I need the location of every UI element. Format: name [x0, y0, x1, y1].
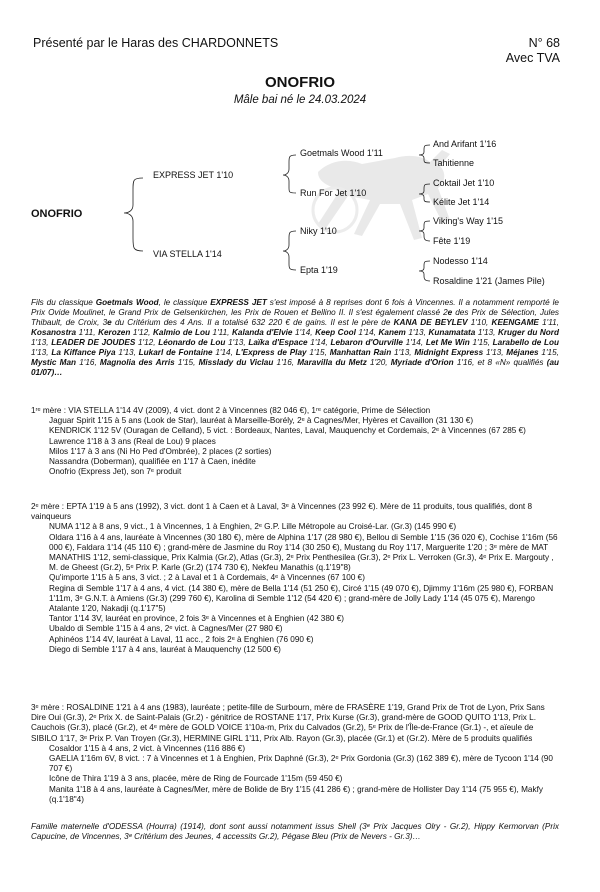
intro-text: 1'13, [225, 338, 249, 347]
highlighted-name: EXPRESS JET [210, 298, 267, 307]
intro-text: du Critérium des 4 Ans. Il a totalisé 632 220 € de gains. Il est le père de [111, 318, 394, 327]
intro-text: 1'13, [115, 348, 139, 357]
highlighted-name: KANA DE BEYLEV [393, 318, 468, 327]
highlighted-name: Keep Cool [315, 328, 356, 337]
produce-line: Nassandra (Doberman), qualifiée en 1'17 à Caen, inédite [49, 457, 256, 467]
intro-text: 1'13, [405, 328, 429, 337]
intro-text: 1'11, [538, 318, 559, 327]
intro-text: 1'11, [76, 328, 99, 337]
pedigree-subject: ONOFRIO [31, 208, 83, 220]
produce-line: Aphinéos 1'14 4V, lauréat à Laval, 11 acc., 2 fois 2ᵉ à Enghien (76 090 €) [49, 634, 314, 644]
produce-line: Diego di Semble 1'17 à 4 ans, lauréat à Mauquenchy (12 500 €) [49, 644, 281, 654]
intro-text: 1'16, [273, 358, 298, 367]
produce-line: NUMA 1'12 à 8 ans, 9 vict., 1 à Vincennes, 1 à Enghien, 2ᵉ G.P. Lille Métropole au Croisé-Lar. (Gr.3) (145 990 €) [49, 522, 457, 532]
highlighted-name: L'Express de Play [235, 348, 307, 357]
pedigree-ssd: Tahitienne [433, 158, 475, 168]
intro-text: 1'13, [391, 348, 415, 357]
produce-line: Onofrio (Express Jet), son 7ᵉ produit [49, 467, 182, 477]
intro-text: 1'15, [174, 358, 199, 367]
intro-text: 1'10, [467, 318, 492, 327]
intro-text: 1'13, [475, 328, 498, 337]
pedigree-dd: Epta 1'19 [300, 265, 338, 275]
intro-text: 1'15, [469, 338, 493, 347]
produce-line: Milos 1'17 à 3 ans (Ni Ho Ped d'Ombrée), 2 places (2 sorties) [49, 446, 272, 456]
highlighted-name: Méjanes [506, 348, 539, 357]
highlighted-name: Larabello de Lou [492, 338, 560, 347]
produce-line: Ubaldo di Semble 1'15 à 4 ans, 2ᵉ vict. à Cagnes/Mer (27 980 €) [49, 624, 283, 634]
pedigree-sdd: Kélite Jet 1'14 [433, 197, 490, 207]
highlighted-name: La Kiffance Piya [51, 348, 116, 357]
produce-line: Icône de Thira 1'19 à 3 ans, placée, mère de Ring de Fourcade 1'15m (59 450 €) [49, 774, 343, 784]
highlighted-name: Kerozen [98, 328, 131, 337]
produce-line: GAELIA 1'16m 6V, 8 vict. : 7 à Vincennes et 1 à Enghien, Prix Daphné (Gr.3), 2ᵉ Prix Gordonia (Gr.3) (162 389 €), mère de Tycoon 1'14 (90 707 €) [49, 754, 553, 774]
horse-title: ONOFRIO [265, 74, 335, 91]
first-dam-heading: 1ʳᵉ mère : VIA STELLA 1'14 4V (2009), 4 vict. dont 2 à Vincennes (82 046 €), 1ʳᵉ catégorie, Prime de Sélection [31, 406, 431, 415]
intro-text: 1'14, [355, 328, 379, 337]
pedigree-ss: Goetmals Wood 1'11 [300, 148, 383, 158]
pedigree-ddd: Rosaldine 1'21 (James Pile) [433, 276, 545, 286]
second-dam-heading: 2ᵉ mère : EPTA 1'19 à 5 ans (1992), 3 vict. dont 1 à Caen et à Laval, 3ᵉ à Vincennes (23 992 €). Mère de 11 produits, tous qualifiés, dont 8 vainqueurs [31, 502, 533, 522]
intro-text: 1'15, [538, 348, 559, 357]
pedigree-dds: Nodesso 1'14 [433, 256, 488, 266]
highlighted-name: Myriade d'Orion [390, 358, 454, 367]
produce-line: Manita 1'18 à 4 ans, lauréate à Cagnes/Mer, mère de Bolide de Bry 1'15 (41 286 €) ; grand-mère de Hollister Day 1'14 (75 955 €), Makfy (q.1'18"4) [49, 784, 543, 804]
presenter-line: Présenté par le Haras des CHARDONNETS [33, 36, 279, 50]
intro-text: Fils du classique [31, 298, 96, 307]
pedigree-sire: EXPRESS JET 1'10 [153, 170, 234, 180]
intro-text: 1'14, [212, 348, 236, 357]
intro-text: 1'15, [306, 348, 330, 357]
intro-text: des Prix de Sélection, Jules Thibault, de Croix, 3 [31, 308, 559, 327]
sire-description [31, 298, 559, 378]
highlighted-name: Maravilla du Metz [297, 358, 367, 367]
highlighted-name: KEENGAME [491, 318, 539, 327]
produce-line: Regina di Semble 1'17 à 4 ans, 4 vict. (14 380 €), mère de Bella 1'14 (51 250 €), Circé 1'15 (49 070 €), Djimmy 1'16m (25 980 €), FORBAN 1'11m, 3ᵉ G.N.T. à Amiens (Gr.3) (299 760 €), Karolina di Semble 1'12 (54 420 €) ; grand-mère de Jolly Lady 1'14 (45 075 €), Marengo Atalante 1'20, Nakadji (q.1'17"5) [49, 583, 554, 614]
highlighted-name: Kalanda d'Elvie [231, 328, 293, 337]
highlighted-name: Goetmals Wood [95, 298, 159, 307]
produce-line: Qu'importe 1'15 à 5 ans, 3 vict. ; 2 à Laval et 1 à Cordemais, 4ᵉ à Vincennes (67 100 €) [49, 573, 365, 583]
intro-text: 1'20, [366, 358, 391, 367]
intro-text: 1'12, [135, 338, 159, 347]
highlighted-name: Kanem [378, 328, 406, 337]
highlighted-name: Midnight Express [414, 348, 484, 357]
intro-text: 1'13, [483, 348, 507, 357]
highlighted-name: LEADER DE JOUDES [51, 338, 136, 347]
pedigree-sds: Coktail Jet 1'10 [433, 178, 495, 188]
third-dam-section [31, 703, 559, 805]
intro-text: 1'16, [76, 358, 100, 367]
intro-text: 1'14, [292, 328, 316, 337]
intro-text: 1'14, [307, 338, 331, 347]
highlighted-name: e [447, 308, 453, 317]
intro-text: , le classique [158, 298, 211, 307]
intro-text: 1'12, [130, 328, 153, 337]
intro-text: 1'13, [31, 338, 52, 347]
pedigree-dam: VIA STELLA 1'14 [153, 249, 222, 259]
third-dam-heading: 3ᵉ mère : ROSALDINE 1'21 à 4 ans (1983), lauréate ; petite-fille de Surbourn, mère de FRASÈRE 1'19, Grand Prix de Trot de Lyon, Prix Sans Dire Oui (Gr.3), 2ᵉ Prix X. de Saint-Palais (Gr.2) - génitrice de ROSTANE 1'17, Prix Kurse (Gr.3), grand-mère de GOOD QUITO 1'13, Prix L. Cauchois (Gr.3), placé (Gr.2), et 4ᵉ mère de GOLD VOICE 1'10a-m, Prix du Calvados (Gr.2), 5ᵉ Prix de l'Île-de-France (Gr.1) -, et aïeule de SIBILO 1'17, 3ᵉ Prix P. Van Troyen (Gr.3), HERMINE GIRL 1'11, Prix Alb. Rayon (Gr.3), placée (Gr.1) et (Gr.2). Mère de 5 produits qualifiés [31, 703, 545, 743]
highlighted-name: Kalmio de Lou [153, 328, 210, 337]
pedigree-dss: Viking's Way 1'15 [433, 216, 503, 226]
highlighted-name: Let Me Win [425, 338, 470, 347]
highlighted-name: Mystic Man [31, 358, 77, 367]
highlighted-name: Manhattan Rain [329, 348, 392, 357]
highlighted-name: e [107, 318, 112, 327]
intro-text: 1'13, [31, 348, 52, 357]
lot-number: N° 68 [528, 36, 560, 50]
highlighted-name: Lukarl de Fontaine [138, 348, 213, 357]
pedigree-ds: Niky 1'10 [300, 226, 337, 236]
produce-line: Cosaldor 1'15 à 4 ans, 2 vict. à Vincennes (116 886 €) [49, 743, 246, 753]
pedigree-dsd: Fête 1'19 [433, 236, 471, 246]
intro-text: 1'11, [209, 328, 232, 337]
highlighted-name: Léonardo de Lou [158, 338, 226, 347]
tva-label: Avec TVA [505, 51, 560, 65]
horse-subtitle: Mâle bai né le 24.03.2024 [233, 94, 367, 106]
pedigree-sd: Run For Jet 1'10 [300, 188, 367, 198]
intro-text: s'est imposé à 8 reprises dont 6 fois à Vincennes. Il a notamment remporté le Prix Ovide Moulinet, le Grand Prix de Gelsenkirchen, les Prix de Rouen et Bellino II. Il s'est également classé 2 [31, 298, 559, 317]
highlighted-name: Magnolia des Arris [99, 358, 175, 367]
highlighted-name: Laïka d'Espace [248, 338, 308, 347]
produce-line: Lawrence 1'18 à 3 ans (Real de Lou) 9 places [49, 436, 216, 446]
produce-line: KENDRICK 1'12 5V (Ouragan de Celland), 5 vict. : Bordeaux, Nantes, Laval, Mauquenchy et Cordemais, 2ᵉ à Vincennes (67 285 €) [49, 426, 526, 436]
intro-text: 1'16, et 8 «N» qualifiés [453, 358, 544, 367]
highlighted-name: Kruger du Nord [497, 328, 559, 337]
pedigree-sss: And Arifant 1'16 [433, 139, 497, 149]
highlighted-name: (au 01/07)… [31, 358, 559, 377]
highlighted-name: Kosanostra [31, 328, 77, 337]
highlighted-name: Kunamatata [428, 328, 476, 337]
produce-line: Oldara 1'16 à 4 ans, lauréate à Vincennes (30 180 €), mère de Alphina 1'17 (28 980 €), Bellou di Semble 1'15 (36 020 €), Cochise 1'16m (56 000 €), Faldara 1'14 (45 110 €) ; grand-mère de Jasmine du Roy 1'14 (30 250 €), Mustang du Roy 1'17, Marguerite 1'20 ; 3ᵉ mère de MAT MANATHIS 1'12, semi-classique, Prix Kalmia (Gr.2), Atlas (Gr.3), 2ᵉ Prix Penthesilea (Gr.3), 2ᵉ Prix L. Verroken (Gr.3), 4ᵉ Prix E. Margouty , M. de Gheest (Gr.2), 5ᵉ Prix P. Karle (Gr.2) (174 730 €), Nekfeu Manathis (q.1'19"8) [49, 532, 558, 573]
first-dam-section [31, 406, 559, 477]
highlighted-name: Misslady du Viclau [198, 358, 274, 367]
second-dam-section [31, 502, 559, 655]
highlighted-name: Lebaron d'Ourville [330, 338, 403, 347]
maternal-family-note: Famille maternelle d'ODESSA (Hourra) (1914), dont sont aussi notamment issus Shell (3ᵉ Prix Jacques Olry - Gr.2), Hippy Kermorvan (Prix Capucine, de Vincennes, 3ᵉ Critérium des Jeunes, 4 accessits Gr.2), Pégase Bleu (Prix de Nevers - Gr.3)… [31, 822, 559, 841]
produce-line: Jaguar Spirit 1'15 à 5 ans (Look de Star), lauréat à Marseille-Borély, 2ᵉ à Cagnes/Mer, Hyères et Cavaillon (31 130 €) [49, 416, 474, 426]
intro-text: 1'14, [402, 338, 426, 347]
produce-line: Tantor 1'14 3V, lauréat en province, 2 fois 3ᵉ à Vincennes et à Enghien (42 380 €) [49, 614, 345, 624]
